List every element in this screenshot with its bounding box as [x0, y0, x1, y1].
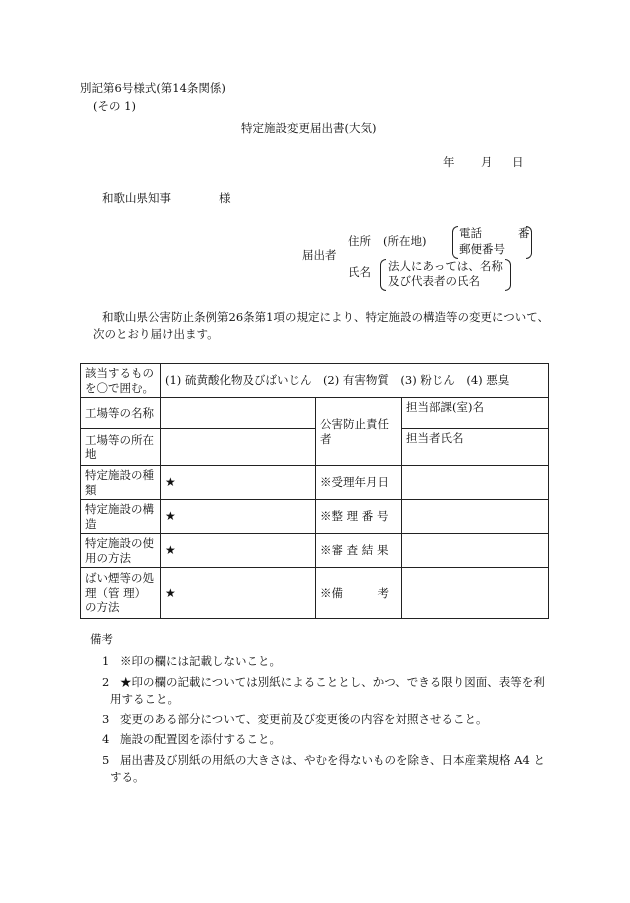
reference-number-label [316, 500, 402, 534]
note-mark: ※ [320, 585, 332, 600]
note-mark: ※ [320, 475, 332, 490]
note-number: 2 [102, 675, 110, 689]
note-text: 施設の配置図を添付すること。 [120, 732, 281, 746]
name-brace-right [505, 259, 511, 291]
body-text-line2: 次のとおり届け出ます。 [93, 327, 219, 341]
notification-table [80, 363, 549, 619]
date-month: 月 [481, 155, 493, 169]
notes-heading: 備考 [90, 632, 113, 646]
postal-code-label: 郵便番号 [459, 242, 505, 256]
table-row [81, 500, 549, 534]
star-icon: ★ [165, 585, 176, 600]
dept-name-label[interactable]: 担当部課(室)名 [402, 398, 549, 429]
applicant-label: 届出者 [302, 248, 337, 262]
name-brace-left [380, 259, 386, 291]
receipt-date-field [402, 466, 549, 500]
addressee-honorific: 様 [219, 191, 231, 205]
table-row [81, 398, 549, 429]
facility-structure-field[interactable] [161, 500, 316, 534]
factory-location-field[interactable] [161, 429, 316, 466]
note-mark: ※ [320, 509, 332, 524]
name-note-line2: 及び代表者の氏名 [388, 274, 480, 288]
factory-location-label: 工場等の所在地 [81, 429, 161, 466]
pollution-officer-label: 公害防止責任者 [316, 398, 402, 466]
receipt-date-label [316, 466, 402, 500]
form-sub-reference: (その 1) [93, 99, 136, 113]
table-row [81, 568, 549, 619]
star-icon: ★ [165, 543, 176, 557]
table-row [81, 364, 549, 398]
remarks-text: 備 考 [331, 585, 389, 600]
note-number: 1 [102, 654, 110, 668]
factory-name-field[interactable] [161, 398, 316, 429]
page-title: 特定施設変更届出書(大気) [241, 121, 377, 135]
person-name-label[interactable]: 担当者氏名 [402, 429, 549, 466]
phone-label: 電話 [459, 226, 482, 240]
note-number: 4 [102, 732, 110, 746]
reference-number-text: 整 理 番 号 [331, 509, 389, 524]
table-row [81, 466, 549, 500]
remarks-label [316, 568, 402, 619]
form-reference: 別記第6号様式(第14条関係) [80, 81, 226, 95]
facility-usage-label: 特定施設の使用の方法 [81, 534, 161, 568]
facility-structure-label: 特定施設の構造 [81, 500, 161, 534]
facility-type-label: 特定施設の種類 [81, 466, 161, 500]
note-number: 3 [102, 712, 110, 726]
star-icon: ★ [165, 509, 176, 523]
remarks-field [402, 568, 549, 619]
star-icon: ★ [165, 475, 176, 489]
note-text: ★印の欄の記載については別紙によることとし、かつ、できる限り図面、表等を利 [120, 675, 545, 689]
factory-name-label: 工場等の名称 [81, 398, 161, 429]
facility-type-field[interactable] [161, 466, 316, 500]
address-label: 住所 [348, 234, 371, 248]
note-text: 変更のある部分について、変更前及び変更後の内容を対照させること。 [120, 712, 488, 726]
note-mark: ※ [320, 543, 332, 558]
date-day: 日 [512, 155, 524, 169]
applicable-options-cell[interactable]: (1) 硫黄酸化物及びばいじん (2) 有害物質 (3) 粉じん (4) 悪臭 [161, 364, 549, 398]
review-result-field [402, 534, 549, 568]
review-result-label [316, 534, 402, 568]
date-year: 年 [443, 155, 455, 169]
note-text: ※印の欄には記載しないこと。 [120, 654, 281, 668]
name-label: 氏名 [348, 265, 371, 279]
applicable-label-cell: 該当するものを〇で囲む。 [81, 364, 161, 398]
phone-number-suffix: 番 [518, 226, 530, 240]
note-number: 5 [102, 753, 110, 767]
facility-usage-field[interactable] [161, 534, 316, 568]
phone-brace-right [526, 226, 532, 259]
address-paren: (所在地) [383, 234, 427, 248]
table-row [81, 429, 549, 466]
table-row [81, 534, 549, 568]
body-text-line1: 和歌山県公害防止条例第26条第1項の規定により、特定施設の構造等の変更について、 [102, 310, 549, 324]
receipt-date-text: 受理年月日 [331, 475, 389, 490]
addressee-name: 和歌山県知事 [102, 191, 171, 205]
note-text-continued: する。 [110, 770, 145, 784]
phone-brace-left [452, 226, 458, 259]
treatment-method-label: ばい煙等の処理（管 理）の方法 [81, 568, 161, 619]
note-text: 届出書及び別紙の用紙の大きさは、やむを得ないものを除き、日本産業規格 A4 と [120, 753, 545, 767]
treatment-method-field[interactable] [161, 568, 316, 619]
name-note-line1: 法人にあっては、名称 [388, 259, 503, 273]
note-text-continued: 用すること。 [110, 692, 179, 706]
reference-number-field [402, 500, 549, 534]
review-result-text: 審 査 結 果 [331, 543, 389, 558]
